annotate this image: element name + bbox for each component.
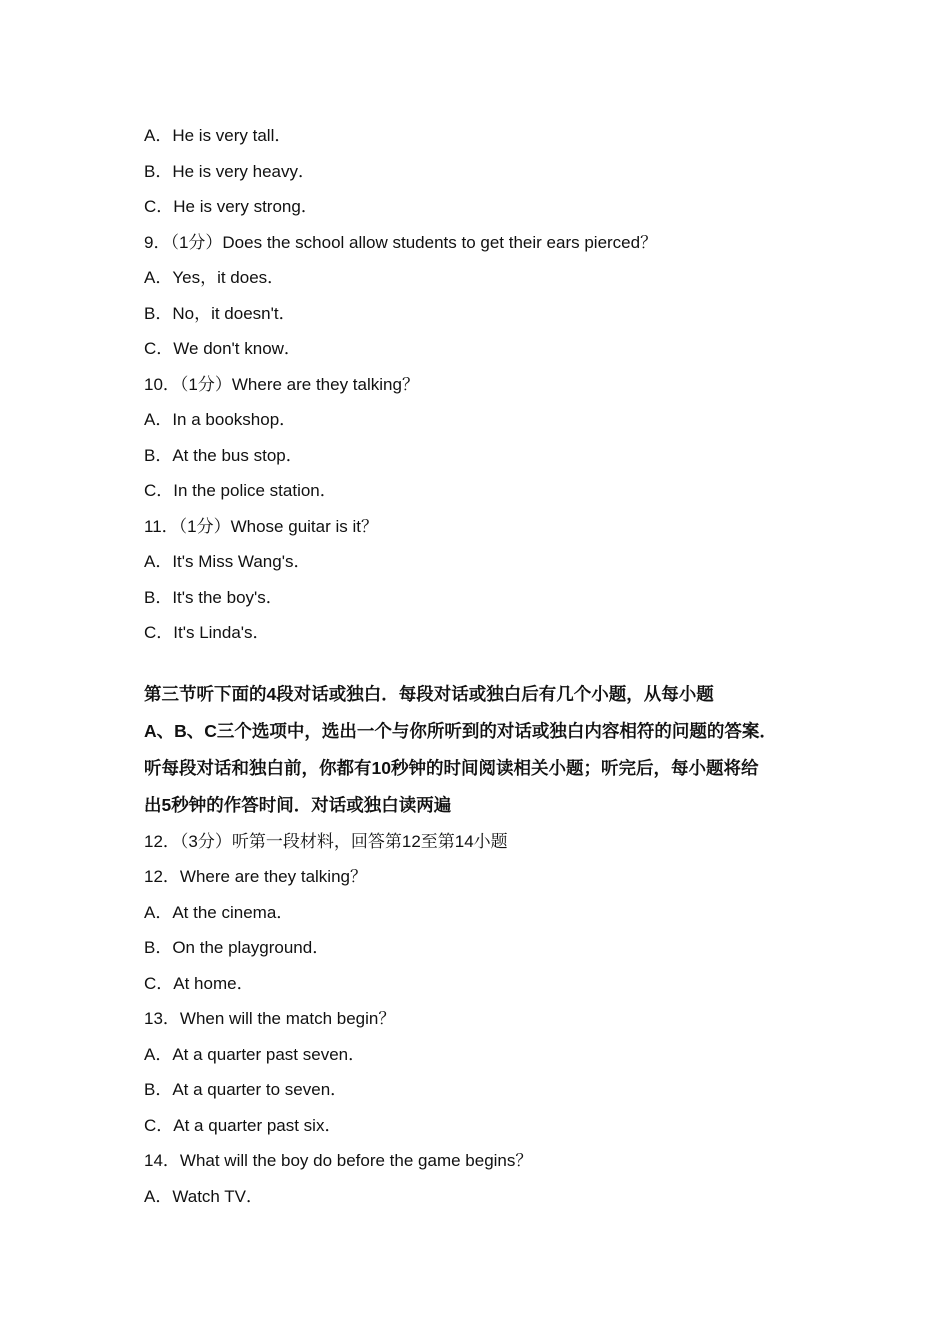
- option-line: A．He is very tall．: [144, 126, 292, 145]
- question-line: 14．What will the boy do before the game begins？: [144, 1151, 533, 1170]
- question-line: 11．（1分）Whose guitar is it？: [144, 516, 378, 536]
- question-line: 12．Where are they talking？: [144, 867, 367, 886]
- option-line: A．Yes，it does．: [144, 268, 285, 287]
- option-line: B．He is very heavy．: [144, 161, 315, 181]
- section-gap: [144, 651, 824, 676]
- option-line: C．At a quarter past six．: [144, 1115, 342, 1135]
- question-line: 10．（1分）Where are they talking？: [144, 374, 419, 394]
- section-heading-line: A、B、C三个选项中，选出一个与你所听到的对话或独白内容相符的问题的答案．: [144, 720, 777, 741]
- section-heading-line: 出5秒钟的作答时间．对话或独白读两遍: [144, 794, 452, 815]
- option-line: B．At a quarter to seven．: [144, 1080, 348, 1099]
- option-line: B．No，it doesn't．: [144, 303, 296, 323]
- option-line: C．We don't know．: [144, 339, 301, 358]
- option-line: A．At the cinema．: [144, 902, 294, 922]
- question-line: 13．When will the match begin？: [144, 1009, 396, 1028]
- option-line: A．Watch TV．: [144, 1186, 264, 1206]
- section-heading: [144, 676, 814, 824]
- option-line: A．It's Miss Wang's．: [144, 552, 311, 571]
- question-group-line: 12．（3分）听第一段材料，回答第12至第14小题: [144, 831, 508, 851]
- option-line: A．At a quarter past seven．: [144, 1044, 366, 1064]
- option-line: C．In the police station．: [144, 481, 337, 500]
- option-line: C．He is very strong．: [144, 197, 318, 216]
- document-body: [144, 118, 824, 1214]
- option-line: B．At the bus stop．: [144, 445, 303, 465]
- option-line: C．At home．: [144, 973, 254, 993]
- option-line: B．On the playground．: [144, 938, 330, 957]
- section-heading-line: 听每段对话和独白前，你都有10秒钟的时间阅读相关小题；听完后，每小题将给: [144, 757, 759, 778]
- option-line: C．It's Linda's．: [144, 623, 270, 642]
- option-line: B．It's the boy's．: [144, 587, 283, 607]
- option-line: A．In a bookshop．: [144, 410, 297, 429]
- question-line: 9．（1分）Does the school allow students to get their ears pierced？: [144, 232, 658, 252]
- section-heading-line: 第三节听下面的4段对话或独白．每段对话或独白后有几个小题，从每小题: [144, 683, 714, 704]
